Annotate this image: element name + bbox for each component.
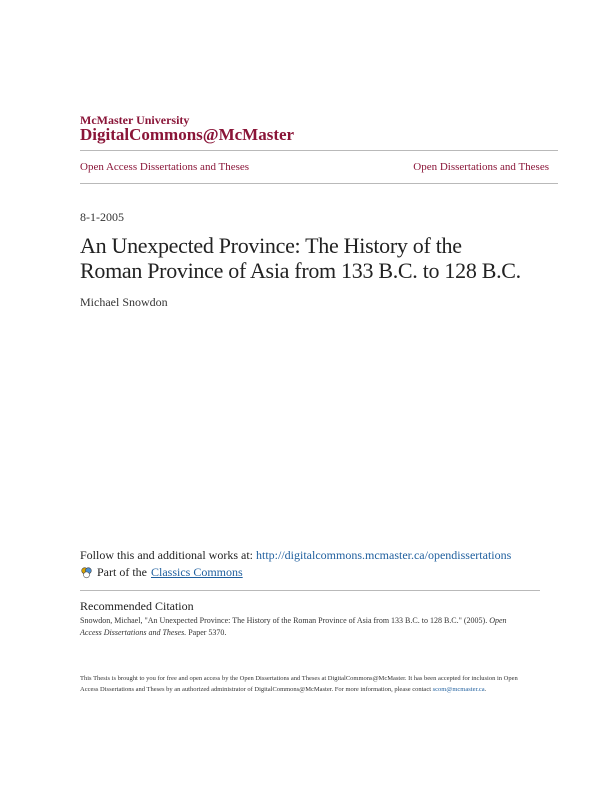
contact-email-link[interactable]: scom@mcmaster.ca bbox=[432, 686, 485, 693]
classics-commons-link[interactable]: Classics Commons bbox=[151, 565, 243, 579]
commons-icon bbox=[80, 566, 93, 579]
author-name: Michael Snowdon bbox=[80, 295, 168, 309]
header-divider-top bbox=[80, 150, 558, 151]
follow-prefix: Follow this and additional works at: bbox=[80, 548, 256, 562]
part-of-prefix: Part of the bbox=[97, 565, 147, 579]
citation-heading: Recommended Citation bbox=[80, 599, 194, 613]
footer-text: This Thesis is brought to you for free and open access by the Open Dissertations and Theses at DigitalCommons@McMaster. It has been accepted for inclusion in Open Access Dissertations and Theses by an authorized administrator of DigitalCommons@McMaster. For more information, please contact bbox=[80, 675, 518, 693]
part-of-line bbox=[80, 565, 243, 580]
footer-suffix: . bbox=[484, 686, 487, 693]
header-divider-bottom bbox=[80, 183, 558, 184]
document-title bbox=[80, 233, 560, 283]
publication-date: 8-1-2005 bbox=[80, 210, 124, 224]
institution-name: McMaster University bbox=[80, 113, 190, 127]
follow-line bbox=[80, 548, 511, 563]
repository-name[interactable]: DigitalCommons@McMaster bbox=[80, 125, 295, 144]
title-line-1: An Unexpected Province: The History of the bbox=[80, 233, 462, 258]
citation-divider bbox=[80, 590, 540, 591]
footer-notice bbox=[80, 673, 535, 695]
follow-url-link[interactable]: http://digitalcommons.mcmaster.ca/opendissertations bbox=[256, 548, 512, 562]
citation-text bbox=[80, 615, 530, 639]
citation-suffix: Paper 5370. bbox=[186, 628, 227, 637]
collection-link-left[interactable]: Open Access Dissertations and Theses bbox=[80, 161, 250, 173]
title-line-2: Roman Province of Asia from 133 B.C. to 128 B.C. bbox=[80, 258, 521, 283]
collection-link-right[interactable]: Open Dissertations and Theses bbox=[413, 161, 549, 173]
citation-series: Open Access Dissertations and Theses. bbox=[80, 616, 507, 637]
citation-prefix: Snowdon, Michael, "An Unexpected Province: The History of the Roman Province of Asia from 133 B.C. to 128 B.C." (2005). bbox=[80, 616, 490, 625]
